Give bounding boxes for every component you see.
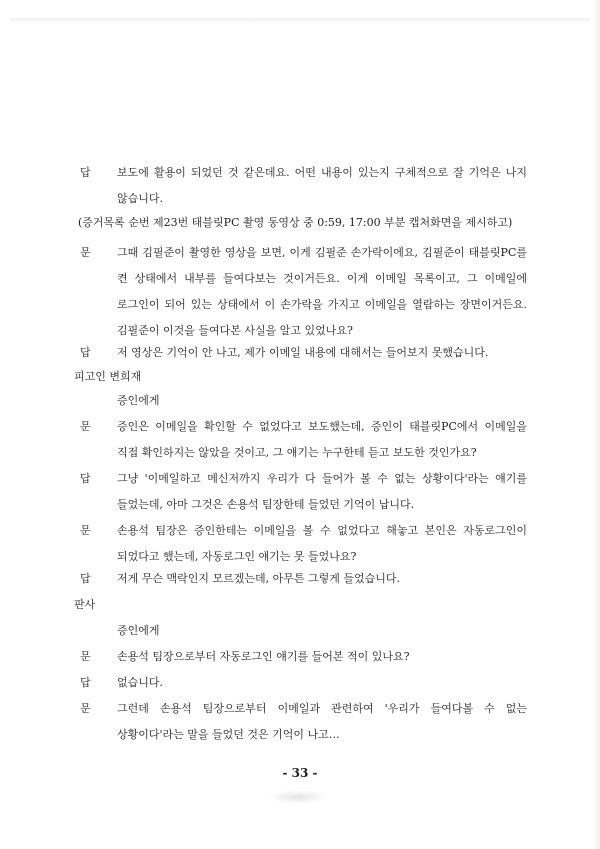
evidence-note: (증거목록 순번 제23번 태블릿PC 촬영 동영상 중 0:59, 17:00 부분 캡처화면을 제시하고) bbox=[78, 216, 513, 229]
entry-text: 그때 김필준이 촬영한 영상을 보면, 이게 김필준 손가락이에요, 김필준이 태블릿PC를 켠 상태에서 내부를 들여다보는 것이거든요. 이게 이메일 목록이고, 그 이메일에 로그인이 되어 있는 상태에서 이 손가락을 가지고 이메일을 열람하는 장면이거든요. 김필준이 이것을 들여다본 사실을 알고 있었나요? bbox=[117, 246, 527, 337]
speaker-label: 문 bbox=[80, 524, 91, 537]
entry-text: 없습니다. bbox=[117, 676, 164, 689]
entry-text: 손용석 팀장은 증인한테는 이메일을 볼 수 없었다고 해놓고 본인은 자동로그인이 되었다고 했는데, 자동로그인 얘기는 못 들었나요? bbox=[117, 524, 527, 563]
entry-text: 증인은 이메일을 확인할 수 없었다고 보도했는데, 증인이 태블릿PC에서 이메일을 직접 확인하지는 않았을 것이고, 그 얘기는 누구한테 듣고 보도한 것인가요? bbox=[117, 420, 527, 459]
addressee-line: 증인에게 bbox=[117, 624, 160, 637]
scan-smudge bbox=[268, 790, 328, 804]
speaker-label: 답 bbox=[80, 676, 91, 689]
entry-text: 보도에 활용이 되었던 것 같은데요. 어떤 내용이 있는지 구체적으로 잘 기억은 나지 않습니다. bbox=[117, 166, 527, 205]
speaker-label: 답 bbox=[80, 166, 91, 179]
speaker-label: 답 bbox=[80, 572, 91, 585]
scan-shadow bbox=[10, 18, 590, 24]
speaker-label: 문 bbox=[80, 246, 91, 259]
speaker-label: 답 bbox=[80, 346, 91, 359]
page-number: - 33 - bbox=[282, 766, 318, 780]
speaker-heading: 판사 bbox=[74, 598, 96, 611]
entry-text: 저 영상은 기억이 안 나고, 제가 이메일 내용에 대해서는 들어보지 못했습니다. bbox=[117, 346, 489, 359]
entry-text: 손용석 팀장으로부터 자동로그인 얘기를 들어본 적이 있나요? bbox=[117, 650, 410, 663]
entry-text: 그냥 '이메일하고 메신저까지 우리가 다 들어가 볼 수 없는 상황이다'라는 얘기를 들었는데, 아마 그것은 손용석 팀장한테 들었던 기억이 납니다. bbox=[117, 472, 527, 511]
speaker-label: 문 bbox=[80, 650, 91, 663]
speaker-label: 문 bbox=[80, 420, 91, 433]
speaker-label: 문 bbox=[80, 702, 91, 715]
scan-edge bbox=[592, 0, 600, 849]
entry-text: 저게 무슨 맥락인지 모르겠는데, 아무튼 그렇게 들었습니다. bbox=[117, 572, 400, 585]
entry-text: 그런데 손용석 팀장으로부터 이메일과 관련하여 '우리가 들여다볼 수 없는 상황이다'라는 말을 들었던 것은 기억이 나고… bbox=[117, 702, 527, 741]
speaker-heading: 피고인 변희재 bbox=[74, 370, 142, 383]
addressee-line: 증인에게 bbox=[117, 394, 160, 407]
speaker-label: 답 bbox=[80, 472, 91, 485]
